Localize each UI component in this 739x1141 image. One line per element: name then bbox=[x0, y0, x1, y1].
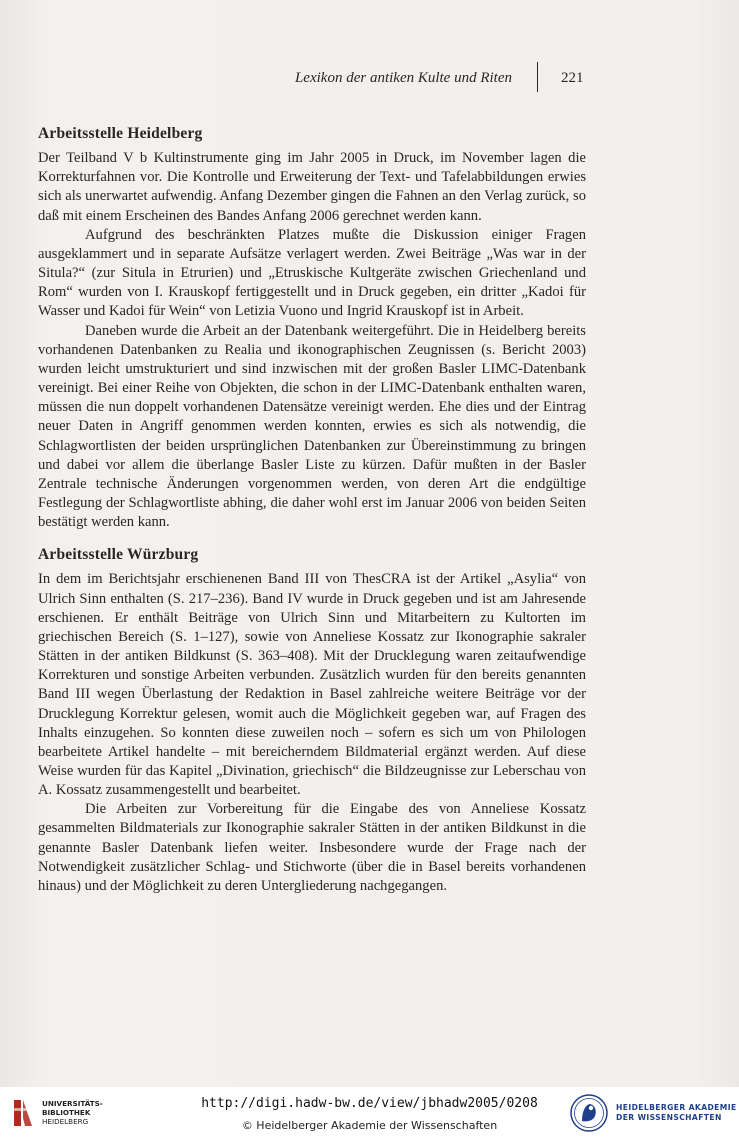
copyright-notice: © Heidelberger Akademie der Wissenschaften bbox=[241, 1119, 498, 1132]
running-title: Lexikon der antiken Kulte und Riten bbox=[294, 70, 512, 86]
header-divider bbox=[537, 62, 538, 92]
permalink[interactable]: http://digi.hadw-bw.de/view/jbhadw2005/0208 bbox=[201, 1096, 538, 1111]
paragraph: Die Arbeiten zur Vorbereitung für die Eingabe des von Anneliese Kossatz gesammelten Bildmaterials zur Ikonographie sakraler Stätten in der antiken Bildkunst in die genannte Basler Datenbank liefen weiter. Insbesondere wurde der Frage nach der Notwendigkeit zusätzlicher Schlag- und Stichworte (über die in Basel bereits vorhandenen hinaus) und der Möglichkeit zu deren Untergliederung nachgegangen. bbox=[38, 801, 586, 894]
page-number: 221 bbox=[561, 70, 584, 86]
paragraph: Der Teilband V b Kultinstrumente ging im Jahr 2005 in Druck, im November lagen die Korrekturfahnen vor. Die Kontrolle und Erweiterung der Text- und Tafelabbildungen erwies sich als unerwartet aufwendig. Anfang Dezember gingen die Fahnen an den Verlag zurück, so daß mit einem Erscheinen des Bandes Anfang 2006 gerechnet werden kann. bbox=[38, 150, 586, 224]
digitization-footer bbox=[0, 1087, 739, 1141]
paragraph: Aufgrund des beschränkten Platzes mußte die Diskussion einiger Fragen ausgeklammert und in separate Aufsätze verlagert werden. Zwei Beiträge „Was war in der Situla?“ (zur Situla in Etrurien) und „Etruskische Kultgeräte zwischen Griechenland und Rom“ wurden von I. Krauskopf fertiggestellt und in Druck gegeben, ein dritter „Kadoi für Wasser und Kadoi für Wein“ von Letizia Vuono und Ingrid Krauskopf ist in Arbeit. bbox=[38, 226, 586, 320]
section-heading: Arbeitsstelle Heidelberg bbox=[38, 125, 203, 142]
library-name-line: BIBLIOTHEK bbox=[42, 1108, 91, 1117]
paragraph: In dem im Berichtsjahr erschienenen Band III von ThesCRA ist der Artikel „Asylia“ von Ulrich Sinn enthalten (S. 217–236). Band IV wurde in Druck gegeben und ist am Jahresende erschienen. Er enthält Beiträge von Ulrich Sinn und Mitarbeitern zu Kultorten im griechischen Bereich (S. 1–127), sowie von Anneliese Kossatz zur Ikonographie sakraler Stätten in der antiken Bildkunst (S. 363–408). Mit der Drucklegung waren zeitaufwendige Korrekturen und sonstige Arbeiten verbunden. Zusätzlich wurden für den bereits genannten Band III wegen Überlastung der Redaktion in Basel zahlreiche weitere Beiträge vor der Drucklegung Korrektur gelesen, womit auch die Möglichkeit gegeben war, auf Fragen des Inhalts einzugehen. So konnten diese zuweilen noch – sofern es sich um von Philologen bearbeitete Artikel handelte – mit bereicherndem Bildmaterial ergänzt werden. Auf diese Weise wurden für das Kapitel „Divination, griechisch“ die Bildzeugnisse zur Leberschau von A. Kossatz zusammengestellt und bearbeitet. bbox=[38, 571, 586, 799]
page-body bbox=[38, 124, 586, 896]
academy-seal-icon bbox=[570, 1094, 608, 1132]
paragraph: Daneben wurde die Arbeit an der Datenbank weitergeführt. Die in Heidelberg bereits vorhandenen Datenbanken zu Realia und ikonographischen Zeugnissen (s. Bericht 2003) wurden leicht umstrukturiert und sind inzwischen mit der großen Basler LIMC-Datenbank vereinigt. Bei einer Reihe von Objekten, die schon in der LIMC-Datenbank enthalten waren, müssen die nun doppelt vorhandenen Datensätze vereinigt werden. Ehe dies und der Eintrag neuer Daten in Angriff genommen werden konnten, erwies es sich als notwendig, die Schlagwortlisten der beiden ursprünglichen Datenbanken zur Übereinstimmung zu bringen und dabei vor allem die überlange Basler Liste zu kürzen. Dafür mußten in der Basler Zentrale technische Änderungen vorgenommen werden, von deren Art die endgültige Festlegung der Schlagwortliste abhing, die daher wohl erst im Januar 2006 von beiden Seiten bestätigt werden kann. bbox=[38, 322, 586, 531]
library-name-line: UNIVERSITÄTS- bbox=[42, 1099, 103, 1108]
academy-name-line: DER WISSENSCHAFTEN bbox=[616, 1113, 722, 1122]
section-heading: Arbeitsstelle Würzburg bbox=[38, 546, 199, 564]
section-heidelberg bbox=[38, 124, 586, 532]
section-wuerzburg bbox=[38, 545, 586, 896]
academy-name-line: HEIDELBERGER AKADEMIE bbox=[616, 1103, 737, 1112]
library-name-line: HEIDELBERG bbox=[42, 1117, 89, 1126]
academy-name bbox=[616, 1103, 737, 1123]
